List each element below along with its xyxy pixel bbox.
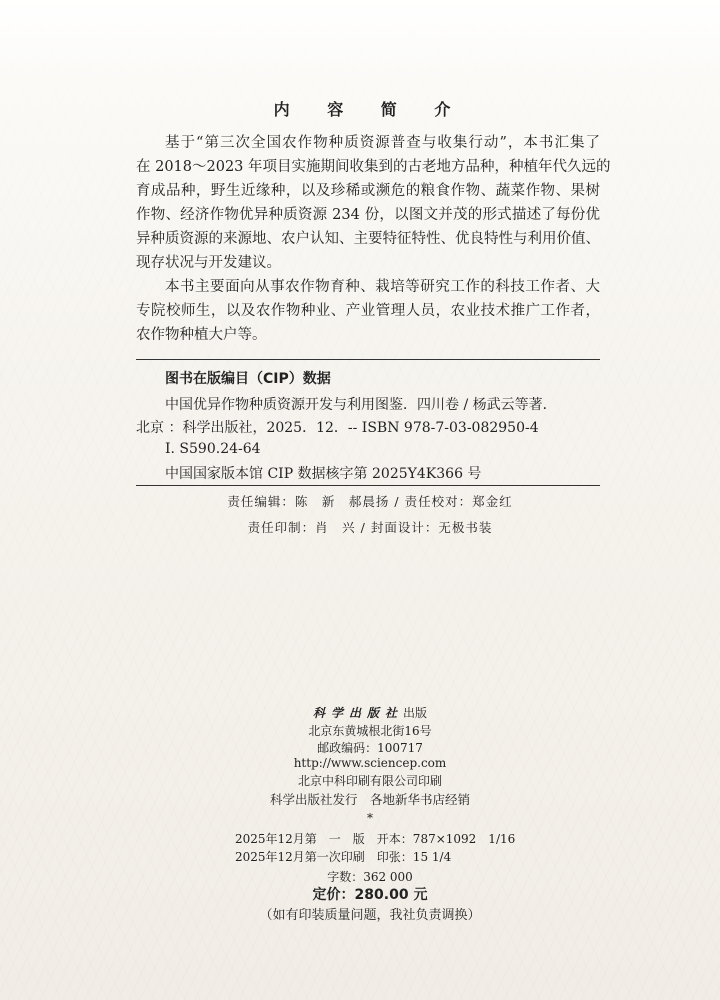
cip-line: 中国国家版本馆 CIP 数据核字第 2025Y4K366 号	[165, 466, 482, 482]
separator: *	[367, 811, 373, 825]
summary-line: 本书主要面向从事农作物育种、栽培等研究工作的科技工作者、大	[165, 279, 600, 295]
distribution: 科学出版社发行 各地新华书店经销	[269, 792, 470, 807]
summary-line: 育成品种，野生近缘种，以及珍稀或濒危的粮食作物、蔬菜作物、果树	[136, 183, 600, 199]
notice: （如有印装质量问题，我社负责调换）	[259, 908, 481, 923]
summary-line-last: 农作物种植大户等。	[136, 327, 267, 343]
publisher-line	[0, 704, 720, 721]
cip-heading: 图书在版编目（CIP）数据	[165, 371, 331, 387]
summary-line: 异种质资源的来源地、农户认知、主要特征特性、优良特性与利用价值、	[136, 231, 600, 247]
cip-line: Ⅰ. S590.24-64	[165, 441, 261, 457]
summary-line: 现存状况与开发建议。	[136, 255, 281, 271]
printer: 北京中科印刷有限公司印刷	[297, 774, 442, 788]
word-count: 字数：362 000	[327, 870, 413, 884]
publisher-suffix: 出版	[403, 706, 428, 720]
summary-line: 基于“第三次全国农作物种质资源普查与收集行动”，本书汇集了	[165, 135, 600, 151]
printing: 2025年12月第一次印刷 印张：15 1/4	[235, 850, 452, 864]
cip-line: 北京 ：科学出版社，2025．12．-- ISBN 978-7-03-082950-4	[136, 420, 539, 436]
summary-title: 内 容 简 介	[273, 100, 467, 119]
summary-line: 在 2018～2023 年项目实施期间收集到的古老地方品种，种植年代久远的	[136, 159, 611, 175]
divider	[136, 485, 600, 486]
editor-credits: 责任编辑：陈 新 郝晨扬 / 责任校对：郑金红	[227, 494, 513, 509]
production-credits: 责任印制：肖 兴 / 封面设计：无极书装	[247, 520, 493, 535]
cip-line: 中国优异作物种质资源开发与利用图鉴．四川卷 / 杨武云等著．	[165, 397, 557, 413]
summary-line: 专院校师生，以及农作物种业、产业管理人员，农业技术推广工作者，	[136, 303, 600, 319]
postcode: 邮政编码：100717	[317, 741, 423, 755]
price: 定价：280.00 元	[312, 887, 428, 903]
divider	[136, 359, 600, 360]
summary-line: 作物、经济作物优异种质资源 234 份，以图文并茂的形式描述了每份优	[136, 207, 600, 223]
edition: 2025年12月第 一 版 开本：787×1092 1/16	[235, 832, 516, 846]
website: http://www.sciencep.com	[293, 756, 447, 770]
address: 北京东黄城根北街16号	[308, 724, 432, 738]
publisher-logo: 科学出版社	[312, 706, 403, 720]
